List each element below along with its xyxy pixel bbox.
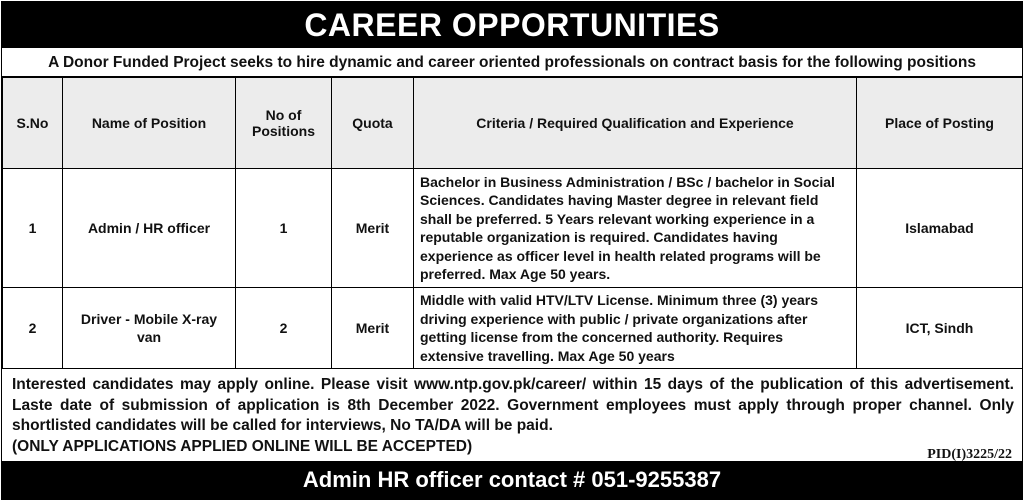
cell-criteria: Middle with valid HTV/LTV License. Minimum three (3) years driving experience with public / private organizations after getting license from the concerned authority. Requires extensive travelling. Max Age 50 years (414, 288, 857, 369)
col-header-position: Name of Position (63, 78, 236, 169)
contact-text: Admin HR officer contact # 051-9255387 (302, 467, 722, 492)
cell-position: Admin / HR officer (63, 169, 236, 288)
col-header-sno: S.No (3, 78, 63, 169)
cell-count: 2 (236, 288, 332, 369)
pid-code: PID(I)3225/22 (927, 446, 1012, 462)
cell-posting: Islamabad (857, 169, 1023, 288)
cell-posting: ICT, Sindh (857, 288, 1023, 369)
cell-quota: Merit (332, 288, 414, 369)
cell-position: Driver - Mobile X-ray van (63, 288, 236, 369)
intro-text: A Donor Funded Project seeks to hire dynamic and career oriented professionals on contract basis for the following positions (2, 48, 1022, 77)
col-header-count: No of Positions (236, 78, 332, 169)
application-instructions (2, 369, 1022, 462)
positions-table (2, 77, 1023, 369)
online-only-notice: (ONLY APPLICATIONS APPLIED ONLINE WILL BE ACCEPTED) (12, 437, 473, 455)
cell-sno: 2 (3, 288, 63, 369)
page-title: CAREER OPPORTUNITIES (304, 6, 720, 43)
table-row (3, 288, 1023, 369)
cell-quota: Merit (332, 169, 414, 288)
table-header-row (3, 78, 1023, 169)
col-header-quota: Quota (332, 78, 414, 169)
table-row (3, 169, 1023, 288)
title-bar (2, 2, 1022, 48)
cell-sno: 1 (3, 169, 63, 288)
instructions-text: Interested candidates may apply online. Please visit www.ntp.gov.pk/career/ within 15 days of the publication of this advertisement. Laste date of submission of application is 8th December 2022. Government employees must apply through proper channel. Only shortlisted candidates will be called for interviews, No TA/DA will be paid. (12, 376, 1014, 434)
cell-criteria: Bachelor in Business Administration / BSc / bachelor in Social Sciences. Candidates having Master degree in relevant field shall be preferred. 5 Years relevant working experience in a reputable organization is required. Candidates having experience as officer level in health related programs will be preferred. Max Age 50 years. (414, 169, 857, 288)
col-header-criteria: Criteria / Required Qualification and Experience (414, 78, 857, 169)
advertisement (1, 1, 1023, 500)
contact-bar (2, 461, 1022, 499)
cell-count: 1 (236, 169, 332, 288)
col-header-posting: Place of Posting (857, 78, 1023, 169)
